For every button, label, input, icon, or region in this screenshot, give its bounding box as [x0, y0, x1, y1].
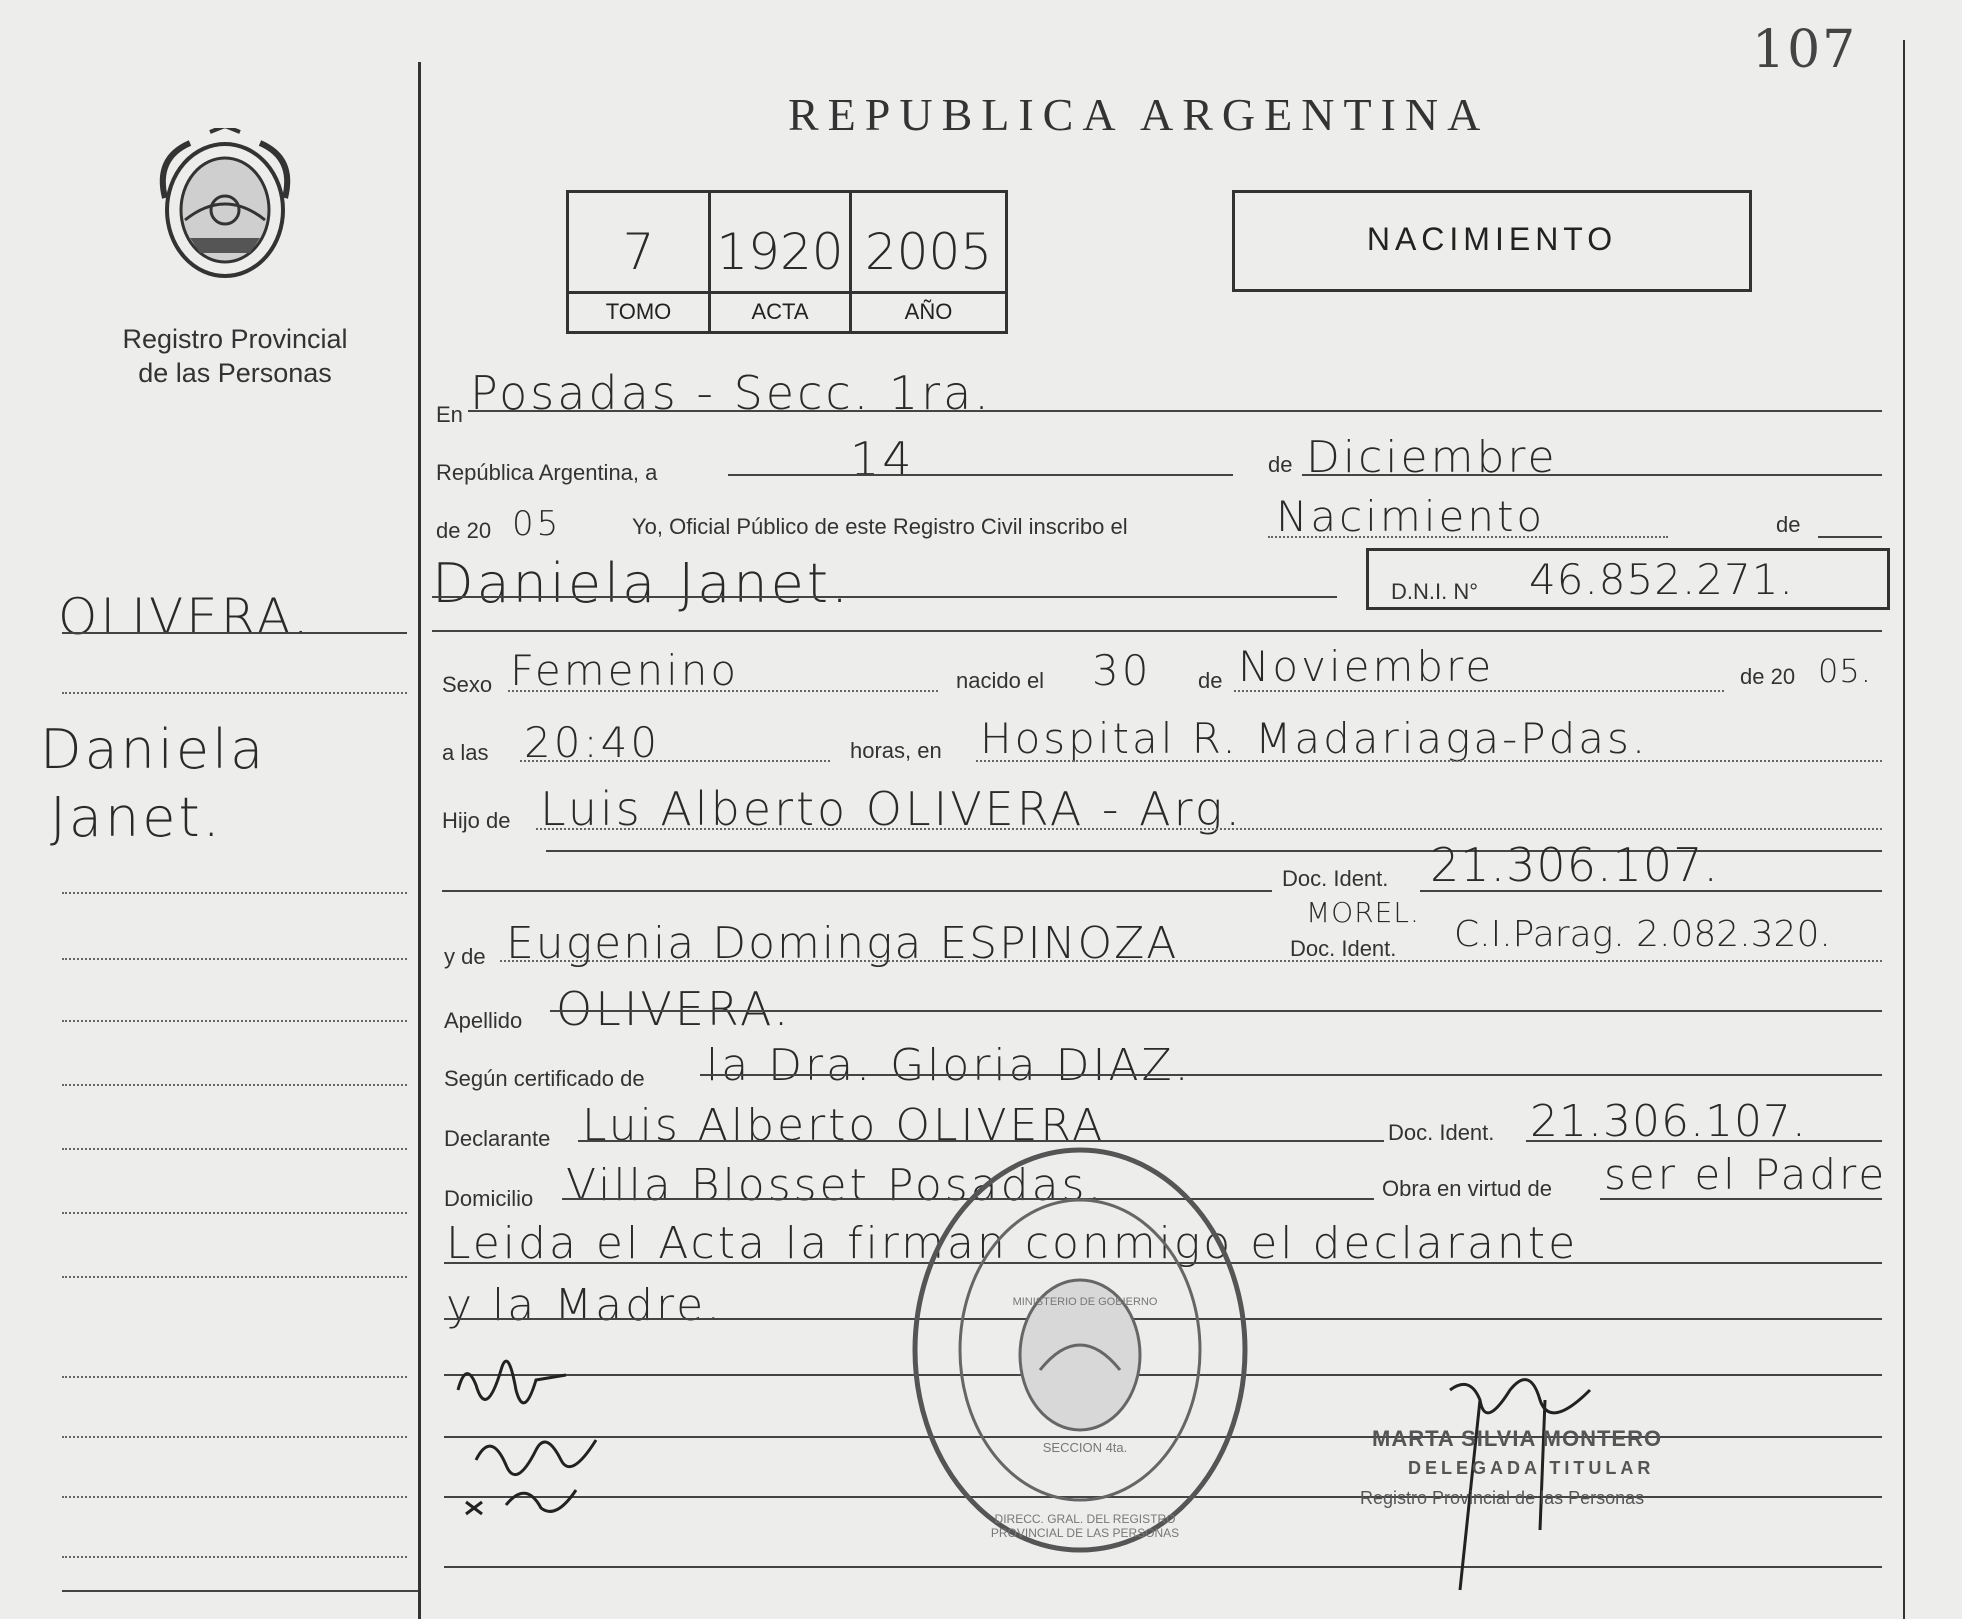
mother-extra: MOREL.	[1306, 896, 1420, 929]
domicilio-label: Domicilio	[444, 1186, 534, 1211]
en-label: En	[436, 402, 463, 427]
mother-name: Eugenia Dominga ESPINOZA	[506, 918, 1179, 969]
official-office: Registro Provincial de las Personas	[1360, 1488, 1645, 1508]
official-name: MARTA SILVIA MONTERO	[1372, 1426, 1663, 1451]
apellido-value: OLIVERA.	[556, 982, 792, 1036]
record-type-box	[1232, 190, 1752, 292]
tomo-value: 7	[622, 223, 655, 281]
doc-label: Doc. Ident.	[1282, 866, 1389, 891]
margin-surname: OLIVERA.	[58, 588, 312, 646]
horas-label: horas, en	[850, 738, 942, 763]
event-value: Nacimiento	[1276, 492, 1546, 541]
record-number-box	[566, 190, 1008, 334]
declarant-signature	[446, 1330, 646, 1530]
note-line2: y la Madre.	[446, 1280, 724, 1331]
de-label-3: de	[1198, 668, 1223, 693]
sexo-value: Femenino	[510, 646, 740, 695]
doc-label-2: Doc. Ident.	[1290, 936, 1397, 961]
page-title: REPUBLICA ARGENTINA	[788, 89, 1490, 140]
year-prefix-label: de 20	[436, 518, 492, 543]
hour-value: 20:40	[524, 718, 661, 767]
stamp-text: DIRECC. GRAL. DEL REGISTRO PROVINCIAL DE LAS PERSONAS	[990, 1512, 1180, 1540]
birth-year-suffix: 05.	[1818, 652, 1872, 690]
page-number: 107	[1752, 20, 1858, 80]
stamp-section: SECCION 4ta.	[1042, 1440, 1128, 1455]
child-name: Daniela Janet.	[432, 552, 852, 615]
right-border	[1903, 40, 1905, 1619]
birth-day: 30	[1092, 646, 1152, 695]
acta-value: 1920	[716, 223, 844, 281]
father-doc: 21.306.107.	[1430, 838, 1719, 892]
left-column-divider	[418, 62, 421, 1619]
sexo-label: Sexo	[442, 672, 493, 697]
apellido-label: Apellido	[444, 1008, 523, 1033]
father-name: Luis Alberto OLIVERA - Arg.	[540, 782, 1243, 836]
declarante-value: Luis Alberto OLIVERA	[582, 1100, 1106, 1151]
declarante-label: Declarante	[444, 1126, 551, 1151]
office-name	[70, 322, 400, 390]
republica-label: República Argentina, a	[436, 460, 658, 485]
margin-name-line1: Daniela	[40, 718, 267, 781]
provincial-seal-icon	[150, 128, 300, 288]
birth-month: Noviembre	[1238, 642, 1495, 691]
nacido-label: nacido el	[956, 668, 1045, 693]
office-name-line1: Registro Provincial	[122, 324, 348, 354]
doc-label-3: Doc. Ident.	[1388, 1120, 1495, 1145]
place-value: Posadas - Secc. 1ra.	[470, 366, 992, 420]
yde-label: y de	[444, 944, 486, 969]
stamp-inner: MINISTERIO DE GOBIERNO	[1012, 1296, 1158, 1308]
segun-label: Según certificado de	[444, 1066, 645, 1091]
office-name-line2: de las Personas	[138, 358, 332, 388]
dni-label: D.N.I. N°	[1391, 579, 1479, 604]
official-stamp	[900, 1140, 1260, 1560]
day-value: 14	[850, 432, 915, 486]
official-title: DELEGADA TITULAR	[1408, 1458, 1655, 1478]
margin-name-line2: Janet.	[50, 786, 223, 849]
month-value: Diciembre	[1306, 432, 1558, 483]
note-line1: Leida el Acta la firman conmigo el declarante	[446, 1218, 1579, 1269]
birthplace-value: Hospital R. Madariaga-Pdas.	[980, 714, 1649, 763]
mother-doc: C.I.Parag. 2.082.320.	[1454, 914, 1831, 955]
domicilio-value: Villa Blosset Posadas.	[566, 1160, 1105, 1211]
obra-value: ser el Padre	[1604, 1150, 1888, 1199]
anio-value: 2005	[864, 223, 993, 281]
de-label: de	[1268, 452, 1293, 477]
anio-label: AÑO	[904, 299, 953, 324]
acta-label: ACTA	[751, 299, 809, 324]
alas-label: a las	[442, 740, 489, 765]
oficial-text: Yo, Oficial Público de este Registro Civil inscribo el	[632, 514, 1128, 539]
dni-box	[1366, 548, 1890, 610]
tomo-label: TOMO	[605, 299, 672, 324]
hijo-label: Hijo de	[442, 808, 511, 833]
de-label-2: de	[1776, 512, 1801, 537]
birth-year-prefix: de 20	[1740, 664, 1796, 689]
year-suffix: 05	[512, 504, 562, 544]
obra-label: Obra en virtud de	[1382, 1176, 1552, 1201]
declarante-doc: 21.306.107.	[1530, 1096, 1807, 1147]
dni-value: 46.852.271.	[1529, 555, 1794, 604]
certificado-value: la Dra. Gloria DIAZ.	[706, 1040, 1192, 1091]
record-type: NACIMIENTO	[1366, 221, 1618, 257]
official-signature	[1420, 1370, 1640, 1600]
